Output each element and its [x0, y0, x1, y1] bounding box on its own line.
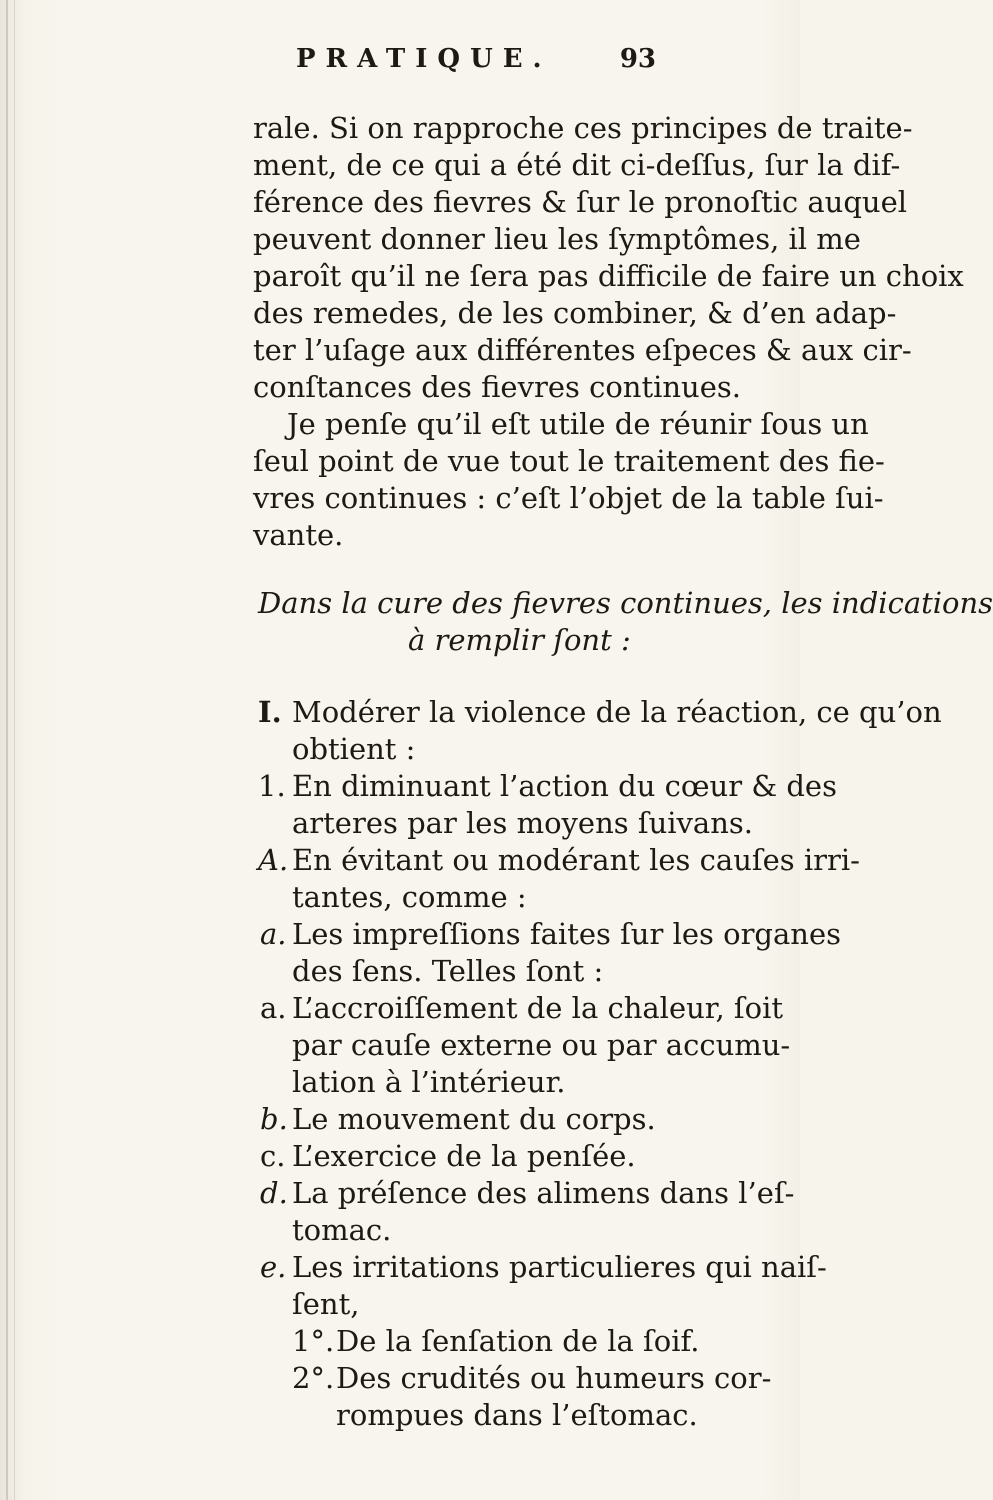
outline-label-e: e.	[260, 1250, 287, 1284]
paragraph-2-line-4: vante.	[253, 518, 344, 552]
outline-label-A: A.	[258, 843, 289, 877]
outline-item-e2-line-2: rompues dans l’eſtomac.	[336, 1398, 698, 1432]
paragraph-1-line-6: des remedes, de les combiner, & d’en adap-	[253, 296, 897, 330]
outline-item-a-line-2: par cauſe externe ou par accumu-	[292, 1028, 791, 1062]
outline-label-a: a.	[260, 991, 287, 1025]
outline-label-e1: 1°.	[292, 1324, 335, 1358]
outline-item-1-line-2: arteres par les moyens ſuivans.	[292, 806, 753, 840]
binding-gutter-edge	[14, 0, 15, 1500]
outline-label-1: 1.	[258, 769, 286, 803]
outline-item-e-line-2: ſent,	[292, 1287, 360, 1321]
paragraph-1-line-4: peuvent donner lieu les ſymptômes, il me	[253, 222, 861, 256]
paragraph-2-line-2: ſeul point de vue tout le traitement des fie-	[253, 444, 885, 478]
paragraph-2-line-3: vres continues : c’eſt l’objet de la table ſui-	[253, 481, 884, 515]
paragraph-1-line-3: férence des fievres & ſur le pronoſtic auquel	[253, 185, 908, 219]
outline-item-e-line-1: Les irritations particulieres qui naiſ-	[292, 1250, 827, 1284]
outline-item-c-line-1: L’exercice de la penſée.	[292, 1139, 636, 1173]
outline-item-a-line-3: lation à l’intérieur.	[292, 1065, 566, 1099]
outline-label-c: c.	[260, 1139, 286, 1173]
outline-item-a-italic-line-2: des ſens. Telles ſont :	[292, 954, 604, 988]
page-number: 93	[619, 44, 656, 74]
paragraph-1-line-2: ment, de ce qui a été dit ci-deſſus, ſur la dif-	[253, 148, 901, 182]
paragraph-1-line-7: ter l’uſage aux différentes eſpeces & aux cir-	[253, 333, 912, 367]
outline-item-a-line-1: L’accroiſſement de la chaleur, ſoit	[292, 991, 784, 1025]
outline-label-I: I.	[258, 695, 282, 729]
section-heading-line-2: à remplir ſont :	[408, 623, 631, 657]
paragraph-1-line-5: paroît qu’il ne ſera pas difficile de faire un choix	[253, 259, 964, 293]
outline-label-e2: 2°.	[292, 1361, 335, 1395]
outline-item-b-line-1: Le mouvement du corps.	[292, 1102, 656, 1136]
outline-item-I-line-2: obtient :	[292, 732, 416, 766]
running-head: PRATIQUE.	[296, 44, 552, 74]
paragraph-2-line-1: Je penſe qu’il eſt utile de réunir ſous un	[287, 407, 869, 441]
outline-item-A-line-2: tantes, comme :	[292, 880, 527, 914]
outline-item-e2-line-1: Des crudités ou humeurs cor-	[336, 1361, 772, 1395]
paragraph-1-line-1: rale. Si on rapproche ces principes de traite-	[253, 111, 913, 145]
outline-item-A-line-1: En évitant ou modérant les cauſes irri-	[292, 843, 860, 877]
outline-item-1-line-1: En diminuant l’action du cœur & des	[292, 769, 837, 803]
outline-label-b: b.	[260, 1102, 288, 1136]
paragraph-1-line-8: conſtances des fievres continues.	[253, 370, 742, 404]
outline-item-I-line-1: Modérer la violence de la réaction, ce qu’on	[292, 695, 942, 729]
binding-gutter	[6, 0, 8, 1500]
outline-item-a-italic-line-1: Les impreſſions faites ſur les organes	[292, 917, 842, 951]
page-header	[296, 44, 656, 84]
outline-item-d-line-2: tomac.	[292, 1213, 392, 1247]
outline-item-e1-line-1: De la ſenſation de la ſoif.	[336, 1324, 700, 1358]
section-heading-line-1: Dans la cure des fievres continues, les indications	[258, 586, 993, 620]
outline-item-d-line-1: La préſence des alimens dans l’eſ-	[292, 1176, 795, 1210]
outline-label-a-italic: a.	[260, 917, 287, 951]
outline-label-d: d.	[260, 1176, 288, 1210]
